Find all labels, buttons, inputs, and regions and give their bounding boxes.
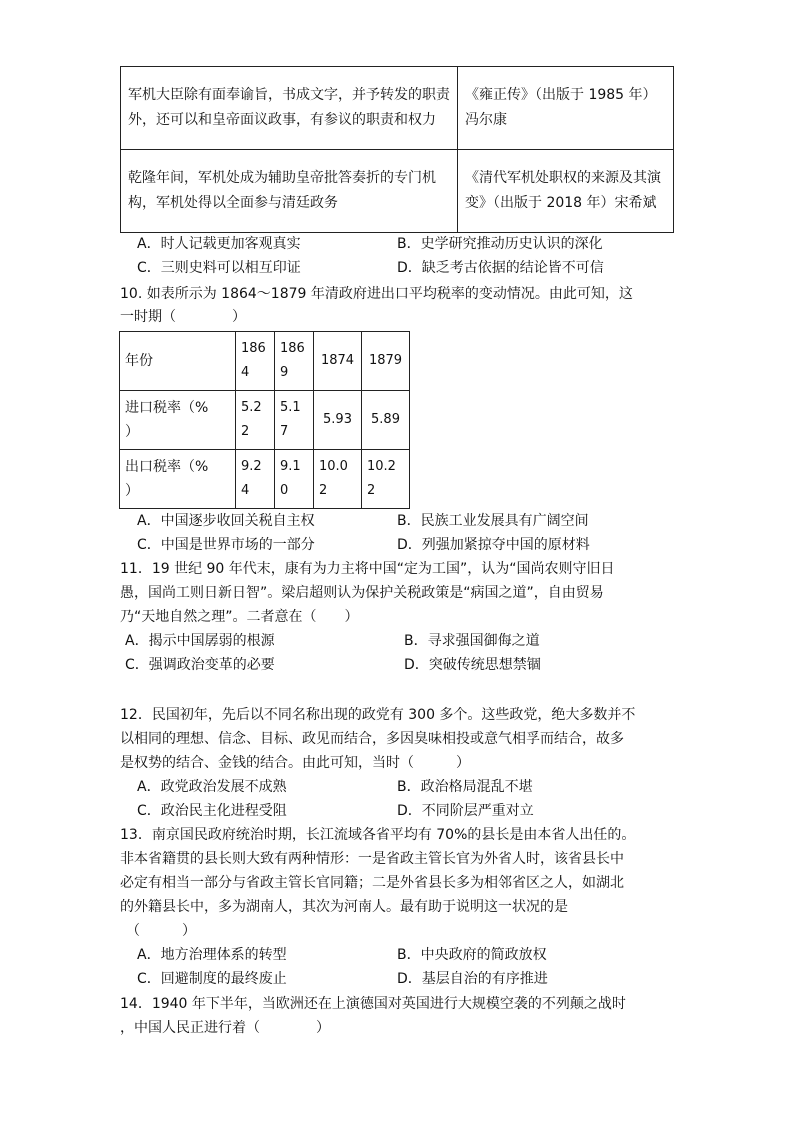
q11-stem: 11．19 世纪 90 年代末，康有为力主将中国“定为工国”，认为“国尚农则守旧日	[120, 561, 615, 577]
table-row	[120, 332, 410, 391]
q13-stem: （ ）	[126, 923, 196, 939]
q13-option-c[interactable]: C．回避制度的最终废止	[137, 971, 287, 987]
table-cell: 1874	[314, 332, 362, 391]
table-header-cell: 年份	[120, 332, 236, 391]
q12-stem: 是权势的结合、金钱的结合。由此可知，当时（ ）	[120, 755, 470, 771]
q11-stem: 愚，国尚工则日新日智”。梁启超则认为保护关税政策是“病国之道”，自由贸易	[120, 585, 604, 601]
q10-option-a[interactable]: A．中国逐步收回关税自主权	[137, 513, 315, 529]
q12-option-a[interactable]: A．政党政治发展不成熟	[137, 779, 287, 795]
q13-stem: 13．南京国民政府统治时期，长江流域各省平均有 70%的县长是由本省人出任的。	[120, 827, 636, 843]
table-cell: 5.89	[362, 391, 410, 450]
q10-stem: 一时期（ ）	[120, 309, 246, 325]
table-row	[121, 150, 674, 233]
cell-text: 186 4	[241, 341, 266, 380]
q10-option-c[interactable]: C．中国是世界市场的一部分	[137, 537, 315, 553]
q13-option-a[interactable]: A．地方治理体系的转型	[137, 947, 287, 963]
table-cell: 乾隆年间，军机处成为辅助皇帝批答奏折的专门机构，军机处得以全面参与清廷政务	[121, 150, 458, 233]
table-row	[120, 391, 410, 450]
q10-tax-table	[119, 331, 410, 509]
q12-option-b[interactable]: B．政治格局混乱不堪	[397, 779, 533, 795]
cell-text: 5.2 2	[241, 400, 262, 439]
table-cell: 《清代军机处职权的来源及其演变》（出版于 2018 年）宋希斌	[458, 150, 674, 233]
q13-stem: 的外籍县长中，多为湖南人，其次为河南人。最有助于说明这一状况的是	[120, 899, 568, 915]
cell-text: 5.1 7	[280, 400, 301, 439]
q9-source-table	[120, 66, 674, 233]
table-row	[121, 67, 674, 150]
cell-text: 10.2 2	[367, 459, 396, 498]
table-cell	[236, 391, 275, 450]
table-cell	[362, 450, 410, 509]
table-cell	[275, 391, 314, 450]
q11-option-d[interactable]: D．突破传统思想禁锢	[404, 657, 541, 673]
q13-option-d[interactable]: D．基层自治的有序推进	[397, 971, 548, 987]
q12-stem: 以相同的理想、信念、目标、政见而结合，多因臭味相投或意气相孚而结合，故多	[120, 731, 624, 747]
table-cell	[275, 332, 314, 391]
q13-option-b[interactable]: B．中央政府的简政放权	[397, 947, 547, 963]
q12-option-c[interactable]: C．政治民主化进程受阻	[137, 803, 287, 819]
table-cell	[236, 332, 275, 391]
cell-text: 10.0 2	[319, 459, 348, 498]
table-header-cell	[120, 391, 236, 450]
q11-option-b[interactable]: B．寻求强国御侮之道	[404, 633, 540, 649]
table-cell: 1879	[362, 332, 410, 391]
cell-text: 9.1 0	[280, 459, 301, 498]
table-cell	[314, 450, 362, 509]
q10-option-d[interactable]: D．列强加紧掠夺中国的原材料	[397, 537, 590, 553]
table-cell: 《雍正传》（出版于 1985 年）冯尔康	[458, 67, 674, 150]
q13-stem: 非本省籍贯的县长则大致有两种情形：一是省政主管长官为外省人时，该省县长中	[120, 851, 624, 867]
q10-option-b[interactable]: B．民族工业发展具有广阔空间	[397, 513, 589, 529]
q13-stem: 必定有相当一部分与省政主管长官同籍；二是外省县长多为相邻省区之人，如湖北	[120, 875, 624, 891]
q14-stem: ，中国人民正进行着（ ）	[120, 1020, 330, 1036]
cell-text: 9.2 4	[241, 459, 262, 498]
table-cell: 军机大臣除有面奉谕旨，书成文字，并予转发的职责外，还可以和皇帝面议政事，有参议的职责和权力	[121, 67, 458, 150]
q12-option-d[interactable]: D．不同阶层严重对立	[397, 803, 534, 819]
q12-stem: 12．民国初年，先后以不同名称出现的政党有 300 多个。这些政党，绝大多数并不	[120, 707, 636, 723]
q11-option-a[interactable]: A．揭示中国孱弱的根源	[125, 633, 275, 649]
cell-text: 186 9	[280, 341, 305, 380]
table-header-cell	[120, 450, 236, 509]
cell-text: 出口税率（% ）	[125, 459, 209, 499]
q11-stem: 乃“天地自然之理”。二者意在（ ）	[120, 609, 359, 625]
q9-option-d[interactable]: D．缺乏考古依据的结论皆不可信	[397, 260, 604, 276]
cell-text: 进口税率（% ）	[125, 400, 209, 440]
table-cell	[236, 450, 275, 509]
q11-option-c[interactable]: C．强调政治变革的必要	[125, 657, 275, 673]
q14-stem: 14．1940 年下半年，当欧洲还在上演德国对英国进行大规模空袭的不列颠之战时	[120, 996, 626, 1012]
q9-option-b[interactable]: B．史学研究推动历史认识的深化	[397, 236, 603, 252]
table-cell: 5.93	[314, 391, 362, 450]
table-cell	[275, 450, 314, 509]
q9-option-a[interactable]: A．时人记载更加客观真实	[137, 236, 301, 252]
q10-stem: 10. 如表所示为 1864～1879 年清政府进出口平均税率的变动情况。由此可知，这	[120, 286, 633, 302]
table-row	[120, 450, 410, 509]
q9-option-c[interactable]: C．三则史料可以相互印证	[137, 260, 301, 276]
